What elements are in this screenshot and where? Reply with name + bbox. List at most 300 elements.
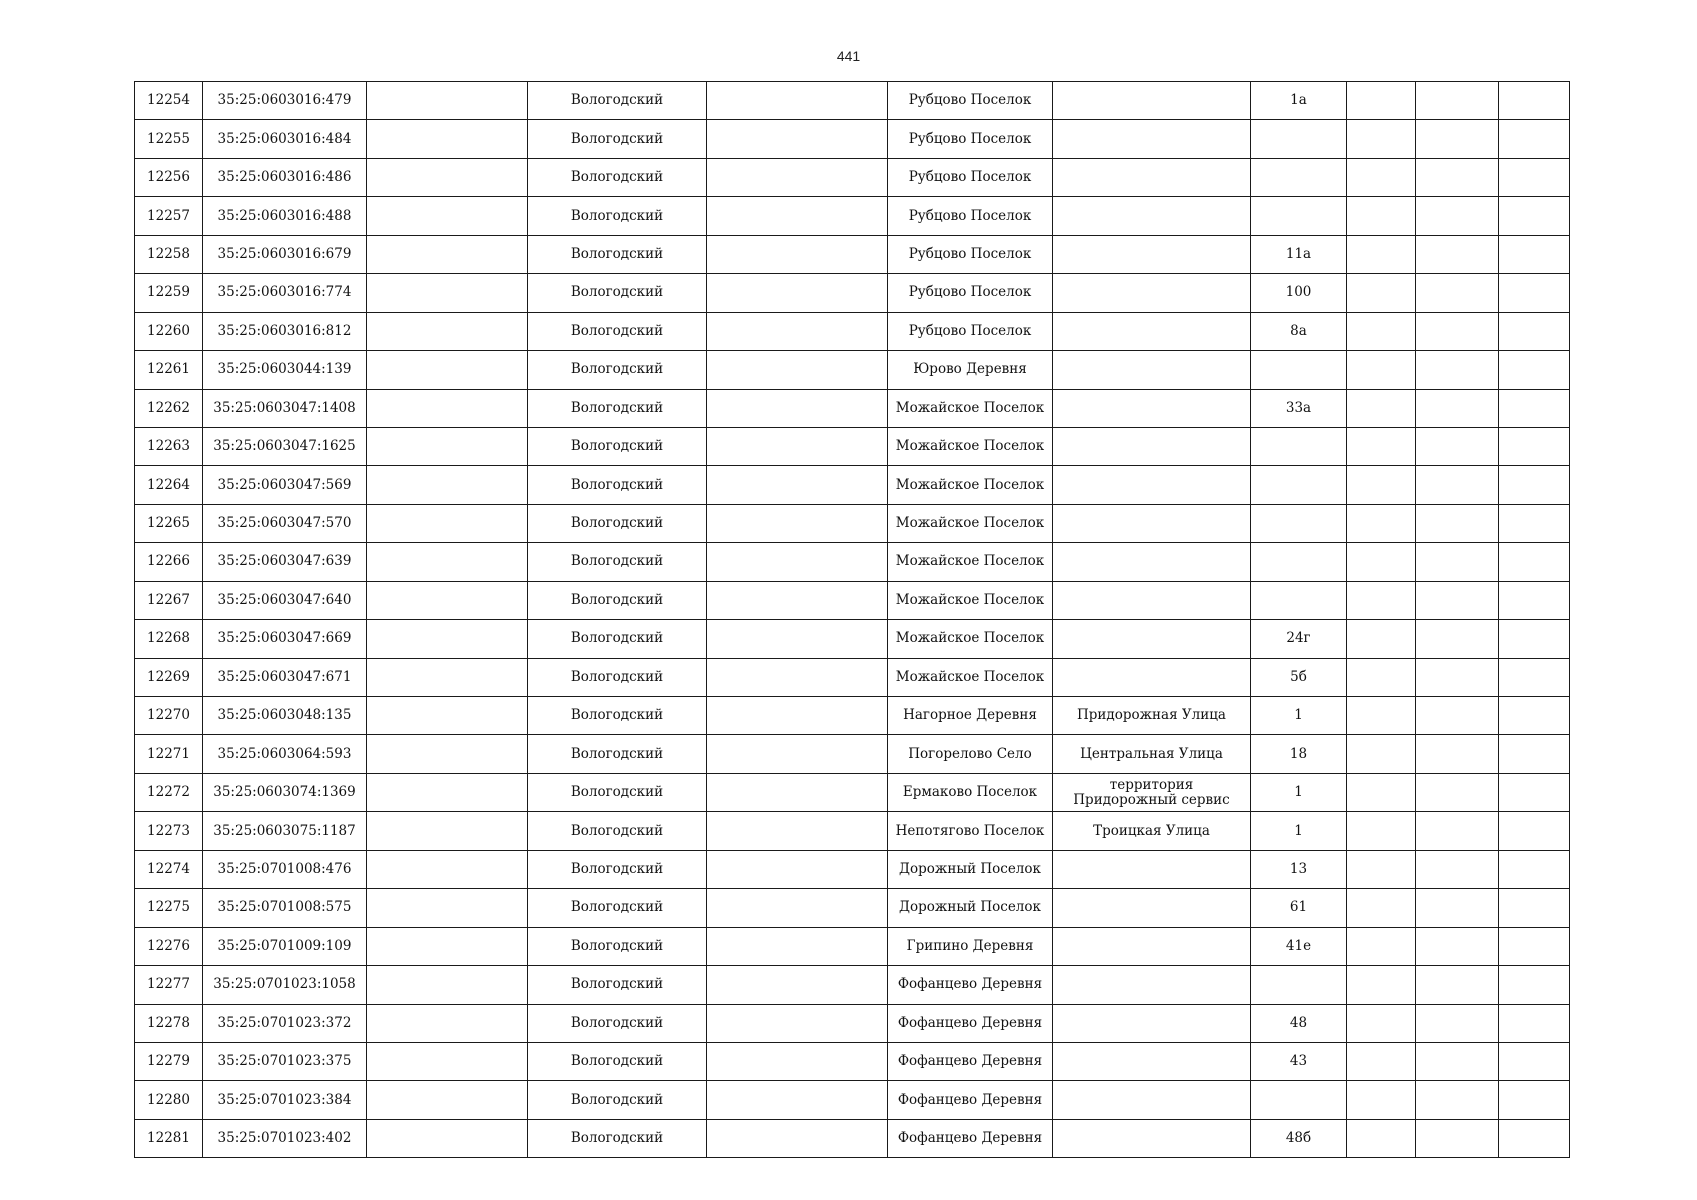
house-number-cell [1251, 197, 1347, 235]
empty-cell [707, 351, 888, 389]
empty-cell [1416, 351, 1499, 389]
empty-cell [707, 427, 888, 465]
street-cell [1053, 658, 1251, 696]
cadastral-number-cell: 35:25:0603016:812 [203, 312, 367, 350]
cadastral-number-cell: 35:25:0603075:1187 [203, 812, 367, 850]
row-number-cell: 12256 [135, 158, 203, 196]
street-cell: Центральная Улица [1053, 735, 1251, 773]
cadastral-number-cell: 35:25:0603047:1625 [203, 427, 367, 465]
district-cell: Вологодский [528, 543, 707, 581]
settlement-cell: Дорожный Поселок [888, 889, 1053, 927]
street-cell [1053, 120, 1251, 158]
empty-cell [1347, 658, 1416, 696]
cadastral-number-cell: 35:25:0603016:486 [203, 158, 367, 196]
house-number-cell: 5б [1251, 658, 1347, 696]
empty-cell [367, 773, 528, 811]
cadastral-number-cell: 35:25:0603016:488 [203, 197, 367, 235]
street-cell [1053, 158, 1251, 196]
cadastral-number-cell: 35:25:0603016:774 [203, 274, 367, 312]
empty-cell [367, 351, 528, 389]
empty-cell [707, 735, 888, 773]
empty-cell [1416, 658, 1499, 696]
empty-cell [367, 427, 528, 465]
empty-cell [1416, 966, 1499, 1004]
empty-cell [1499, 889, 1570, 927]
house-number-cell: 1а [1251, 82, 1347, 120]
empty-cell [1499, 504, 1570, 542]
empty-cell [1347, 466, 1416, 504]
empty-cell [1499, 966, 1570, 1004]
row-number-cell: 12263 [135, 427, 203, 465]
empty-cell [367, 966, 528, 1004]
street-cell [1053, 620, 1251, 658]
street-cell [1053, 1119, 1251, 1157]
empty-cell [1347, 966, 1416, 1004]
row-number-cell: 12268 [135, 620, 203, 658]
house-number-cell [1251, 543, 1347, 581]
cadastral-number-cell: 35:25:0701008:575 [203, 889, 367, 927]
settlement-cell: Можайское Поселок [888, 504, 1053, 542]
empty-cell [707, 850, 888, 888]
table-row [135, 812, 1570, 850]
empty-cell [1347, 197, 1416, 235]
empty-cell [707, 197, 888, 235]
register-table [134, 81, 1570, 1158]
settlement-cell: Фофанцево Деревня [888, 1004, 1053, 1042]
row-number-cell: 12260 [135, 312, 203, 350]
empty-cell [1499, 1042, 1570, 1080]
settlement-cell: Фофанцево Деревня [888, 1042, 1053, 1080]
empty-cell [367, 697, 528, 735]
empty-cell [1499, 697, 1570, 735]
empty-cell [1416, 1004, 1499, 1042]
district-cell: Вологодский [528, 735, 707, 773]
cadastral-number-cell: 35:25:0603047:639 [203, 543, 367, 581]
empty-cell [1416, 389, 1499, 427]
street-cell [1053, 581, 1251, 619]
empty-cell [1347, 235, 1416, 273]
district-cell: Вологодский [528, 82, 707, 120]
empty-cell [367, 312, 528, 350]
settlement-cell: Рубцово Поселок [888, 82, 1053, 120]
empty-cell [1499, 274, 1570, 312]
empty-cell [1347, 312, 1416, 350]
table-row [135, 581, 1570, 619]
table-row [135, 658, 1570, 696]
empty-cell [707, 312, 888, 350]
empty-cell [1416, 1119, 1499, 1157]
empty-cell [1347, 812, 1416, 850]
row-number-cell: 12261 [135, 351, 203, 389]
row-number-cell: 12264 [135, 466, 203, 504]
empty-cell [367, 735, 528, 773]
cadastral-number-cell: 35:25:0603047:640 [203, 581, 367, 619]
empty-cell [1347, 927, 1416, 965]
settlement-cell: Можайское Поселок [888, 620, 1053, 658]
empty-cell [367, 889, 528, 927]
empty-cell [707, 773, 888, 811]
settlement-cell: Можайское Поселок [888, 581, 1053, 619]
empty-cell [707, 235, 888, 273]
empty-cell [367, 82, 528, 120]
empty-cell [367, 1004, 528, 1042]
empty-cell [367, 158, 528, 196]
table-row [135, 1119, 1570, 1157]
empty-cell [1499, 351, 1570, 389]
street-cell [1053, 389, 1251, 427]
empty-cell [1499, 735, 1570, 773]
empty-cell [367, 581, 528, 619]
street-cell: территория Придорожный сервис [1053, 773, 1251, 811]
empty-cell [1416, 697, 1499, 735]
settlement-cell: Можайское Поселок [888, 658, 1053, 696]
empty-cell [707, 120, 888, 158]
settlement-cell: Погорелово Село [888, 735, 1053, 773]
district-cell: Вологодский [528, 197, 707, 235]
empty-cell [707, 504, 888, 542]
empty-cell [1347, 620, 1416, 658]
empty-cell [1499, 927, 1570, 965]
street-cell [1053, 966, 1251, 1004]
house-number-cell [1251, 466, 1347, 504]
table-row [135, 274, 1570, 312]
settlement-cell: Грипино Деревня [888, 927, 1053, 965]
empty-cell [1499, 312, 1570, 350]
empty-cell [707, 543, 888, 581]
house-number-cell [1251, 504, 1347, 542]
row-number-cell: 12269 [135, 658, 203, 696]
settlement-cell: Непотягово Поселок [888, 812, 1053, 850]
empty-cell [1499, 427, 1570, 465]
house-number-cell [1251, 158, 1347, 196]
cadastral-number-cell: 35:25:0701023:1058 [203, 966, 367, 1004]
table-row [135, 312, 1570, 350]
empty-cell [367, 1119, 528, 1157]
empty-cell [1416, 312, 1499, 350]
street-cell: Троицкая Улица [1053, 812, 1251, 850]
empty-cell [1347, 889, 1416, 927]
empty-cell [1499, 197, 1570, 235]
house-number-cell: 24г [1251, 620, 1347, 658]
house-number-cell [1251, 120, 1347, 158]
street-cell [1053, 1004, 1251, 1042]
district-cell: Вологодский [528, 658, 707, 696]
district-cell: Вологодский [528, 773, 707, 811]
cadastral-number-cell: 35:25:0603074:1369 [203, 773, 367, 811]
house-number-cell: 43 [1251, 1042, 1347, 1080]
empty-cell [1499, 1081, 1570, 1119]
street-cell: Придорожная Улица [1053, 697, 1251, 735]
empty-cell [1347, 697, 1416, 735]
street-cell [1053, 82, 1251, 120]
empty-cell [707, 274, 888, 312]
district-cell: Вологодский [528, 889, 707, 927]
row-number-cell: 12274 [135, 850, 203, 888]
empty-cell [1347, 158, 1416, 196]
street-cell [1053, 274, 1251, 312]
empty-cell [1347, 773, 1416, 811]
table-row [135, 389, 1570, 427]
empty-cell [1416, 889, 1499, 927]
district-cell: Вологодский [528, 312, 707, 350]
empty-cell [707, 1081, 888, 1119]
district-cell: Вологодский [528, 927, 707, 965]
row-number-cell: 12280 [135, 1081, 203, 1119]
settlement-cell: Фофанцево Деревня [888, 1119, 1053, 1157]
table-row [135, 158, 1570, 196]
district-cell: Вологодский [528, 1119, 707, 1157]
empty-cell [1347, 427, 1416, 465]
empty-cell [1416, 735, 1499, 773]
empty-cell [1347, 1081, 1416, 1119]
empty-cell [367, 120, 528, 158]
empty-cell [1499, 120, 1570, 158]
table-row [135, 1004, 1570, 1042]
empty-cell [1416, 927, 1499, 965]
settlement-cell: Рубцово Поселок [888, 235, 1053, 273]
row-number-cell: 12273 [135, 812, 203, 850]
cadastral-number-cell: 35:25:0603016:484 [203, 120, 367, 158]
house-number-cell: 1 [1251, 697, 1347, 735]
table-row [135, 1042, 1570, 1080]
empty-cell [1499, 82, 1570, 120]
district-cell: Вологодский [528, 850, 707, 888]
settlement-cell: Можайское Поселок [888, 543, 1053, 581]
empty-cell [1347, 274, 1416, 312]
row-number-cell: 12258 [135, 235, 203, 273]
row-number-cell: 12279 [135, 1042, 203, 1080]
page-number: 441 [836, 48, 861, 64]
empty-cell [1416, 274, 1499, 312]
district-cell: Вологодский [528, 581, 707, 619]
table-row [135, 120, 1570, 158]
empty-cell [1499, 581, 1570, 619]
empty-cell [1347, 351, 1416, 389]
settlement-cell: Дорожный Поселок [888, 850, 1053, 888]
empty-cell [707, 966, 888, 1004]
cadastral-number-cell: 35:25:0603016:679 [203, 235, 367, 273]
empty-cell [367, 389, 528, 427]
settlement-cell: Можайское Поселок [888, 389, 1053, 427]
district-cell: Вологодский [528, 966, 707, 1004]
row-number-cell: 12262 [135, 389, 203, 427]
empty-cell [707, 82, 888, 120]
house-number-cell: 61 [1251, 889, 1347, 927]
street-cell [1053, 466, 1251, 504]
cadastral-number-cell: 35:25:0701008:476 [203, 850, 367, 888]
row-number-cell: 12254 [135, 82, 203, 120]
house-number-cell: 41е [1251, 927, 1347, 965]
empty-cell [367, 620, 528, 658]
street-cell [1053, 889, 1251, 927]
empty-cell [1347, 1004, 1416, 1042]
empty-cell [1416, 158, 1499, 196]
empty-cell [367, 466, 528, 504]
house-number-cell: 11а [1251, 235, 1347, 273]
house-number-cell [1251, 581, 1347, 619]
settlement-cell: Рубцово Поселок [888, 312, 1053, 350]
house-number-cell: 8а [1251, 312, 1347, 350]
house-number-cell [1251, 351, 1347, 389]
empty-cell [1347, 389, 1416, 427]
empty-cell [1499, 158, 1570, 196]
empty-cell [707, 658, 888, 696]
empty-cell [1499, 1004, 1570, 1042]
empty-cell [367, 235, 528, 273]
district-cell: Вологодский [528, 158, 707, 196]
table-row [135, 850, 1570, 888]
house-number-cell [1251, 1081, 1347, 1119]
settlement-cell: Рубцово Поселок [888, 274, 1053, 312]
empty-cell [1416, 850, 1499, 888]
cadastral-number-cell: 35:25:0603016:479 [203, 82, 367, 120]
row-number-cell: 12259 [135, 274, 203, 312]
empty-cell [707, 466, 888, 504]
district-cell: Вологодский [528, 504, 707, 542]
settlement-cell: Фофанцево Деревня [888, 1081, 1053, 1119]
street-cell [1053, 235, 1251, 273]
district-cell: Вологодский [528, 620, 707, 658]
street-cell [1053, 927, 1251, 965]
empty-cell [367, 197, 528, 235]
house-number-cell: 33а [1251, 389, 1347, 427]
settlement-cell: Можайское Поселок [888, 427, 1053, 465]
table-row [135, 620, 1570, 658]
cadastral-number-cell: 35:25:0701023:372 [203, 1004, 367, 1042]
empty-cell [707, 389, 888, 427]
house-number-cell [1251, 966, 1347, 1004]
table-row [135, 735, 1570, 773]
empty-cell [707, 581, 888, 619]
empty-cell [1347, 543, 1416, 581]
empty-cell [1416, 543, 1499, 581]
settlement-cell: Нагорное Деревня [888, 697, 1053, 735]
cadastral-number-cell: 35:25:0603047:569 [203, 466, 367, 504]
empty-cell [1499, 389, 1570, 427]
empty-cell [707, 812, 888, 850]
street-cell [1053, 351, 1251, 389]
empty-cell [707, 927, 888, 965]
street-cell [1053, 850, 1251, 888]
empty-cell [1347, 504, 1416, 542]
empty-cell [1347, 735, 1416, 773]
cadastral-number-cell: 35:25:0603044:139 [203, 351, 367, 389]
empty-cell [1416, 581, 1499, 619]
cadastral-number-cell: 35:25:0603048:135 [203, 697, 367, 735]
table-row [135, 466, 1570, 504]
row-number-cell: 12266 [135, 543, 203, 581]
cadastral-number-cell: 35:25:0603047:1408 [203, 389, 367, 427]
street-cell [1053, 312, 1251, 350]
row-number-cell: 12277 [135, 966, 203, 1004]
table-row [135, 697, 1570, 735]
settlement-cell: Фофанцево Деревня [888, 966, 1053, 1004]
table-row [135, 427, 1570, 465]
empty-cell [1499, 850, 1570, 888]
empty-cell [1499, 543, 1570, 581]
district-cell: Вологодский [528, 427, 707, 465]
empty-cell [1499, 773, 1570, 811]
table-row [135, 82, 1570, 120]
street-cell [1053, 427, 1251, 465]
house-number-cell [1251, 427, 1347, 465]
register-table-body [135, 82, 1570, 1158]
empty-cell [367, 274, 528, 312]
empty-cell [1416, 120, 1499, 158]
row-number-cell: 12272 [135, 773, 203, 811]
empty-cell [707, 620, 888, 658]
cadastral-number-cell: 35:25:0603047:570 [203, 504, 367, 542]
street-cell [1053, 197, 1251, 235]
district-cell: Вологодский [528, 812, 707, 850]
district-cell: Вологодский [528, 235, 707, 273]
house-number-cell: 18 [1251, 735, 1347, 773]
empty-cell [707, 158, 888, 196]
table-row [135, 889, 1570, 927]
empty-cell [1347, 850, 1416, 888]
row-number-cell: 12267 [135, 581, 203, 619]
district-cell: Вологодский [528, 466, 707, 504]
table-row [135, 1081, 1570, 1119]
empty-cell [707, 1119, 888, 1157]
cadastral-number-cell: 35:25:0603047:671 [203, 658, 367, 696]
row-number-cell: 12278 [135, 1004, 203, 1042]
district-cell: Вологодский [528, 1004, 707, 1042]
table-row [135, 504, 1570, 542]
cadastral-number-cell: 35:25:0701023:384 [203, 1081, 367, 1119]
district-cell: Вологодский [528, 389, 707, 427]
empty-cell [1499, 235, 1570, 273]
empty-cell [1416, 504, 1499, 542]
empty-cell [1416, 773, 1499, 811]
row-number-cell: 12275 [135, 889, 203, 927]
empty-cell [1499, 620, 1570, 658]
district-cell: Вологодский [528, 1042, 707, 1080]
district-cell: Вологодский [528, 697, 707, 735]
district-cell: Вологодский [528, 120, 707, 158]
empty-cell [1416, 1081, 1499, 1119]
empty-cell [1416, 620, 1499, 658]
empty-cell [367, 1042, 528, 1080]
empty-cell [367, 543, 528, 581]
empty-cell [1416, 235, 1499, 273]
house-number-cell: 1 [1251, 773, 1347, 811]
house-number-cell: 48б [1251, 1119, 1347, 1157]
table-row [135, 927, 1570, 965]
settlement-cell: Рубцово Поселок [888, 158, 1053, 196]
row-number-cell: 12265 [135, 504, 203, 542]
empty-cell [367, 504, 528, 542]
table-row [135, 197, 1570, 235]
table-row [135, 543, 1570, 581]
empty-cell [367, 812, 528, 850]
empty-cell [1416, 812, 1499, 850]
empty-cell [707, 889, 888, 927]
settlement-cell: Рубцово Поселок [888, 197, 1053, 235]
empty-cell [1347, 1119, 1416, 1157]
cadastral-number-cell: 35:25:0701023:375 [203, 1042, 367, 1080]
empty-cell [707, 1004, 888, 1042]
street-cell [1053, 543, 1251, 581]
empty-cell [1347, 82, 1416, 120]
empty-cell [707, 1042, 888, 1080]
empty-cell [1416, 82, 1499, 120]
cadastral-number-cell: 35:25:0603064:593 [203, 735, 367, 773]
house-number-cell: 48 [1251, 1004, 1347, 1042]
cadastral-number-cell: 35:25:0701023:402 [203, 1119, 367, 1157]
empty-cell [1347, 1042, 1416, 1080]
cadastral-number-cell: 35:25:0603047:669 [203, 620, 367, 658]
